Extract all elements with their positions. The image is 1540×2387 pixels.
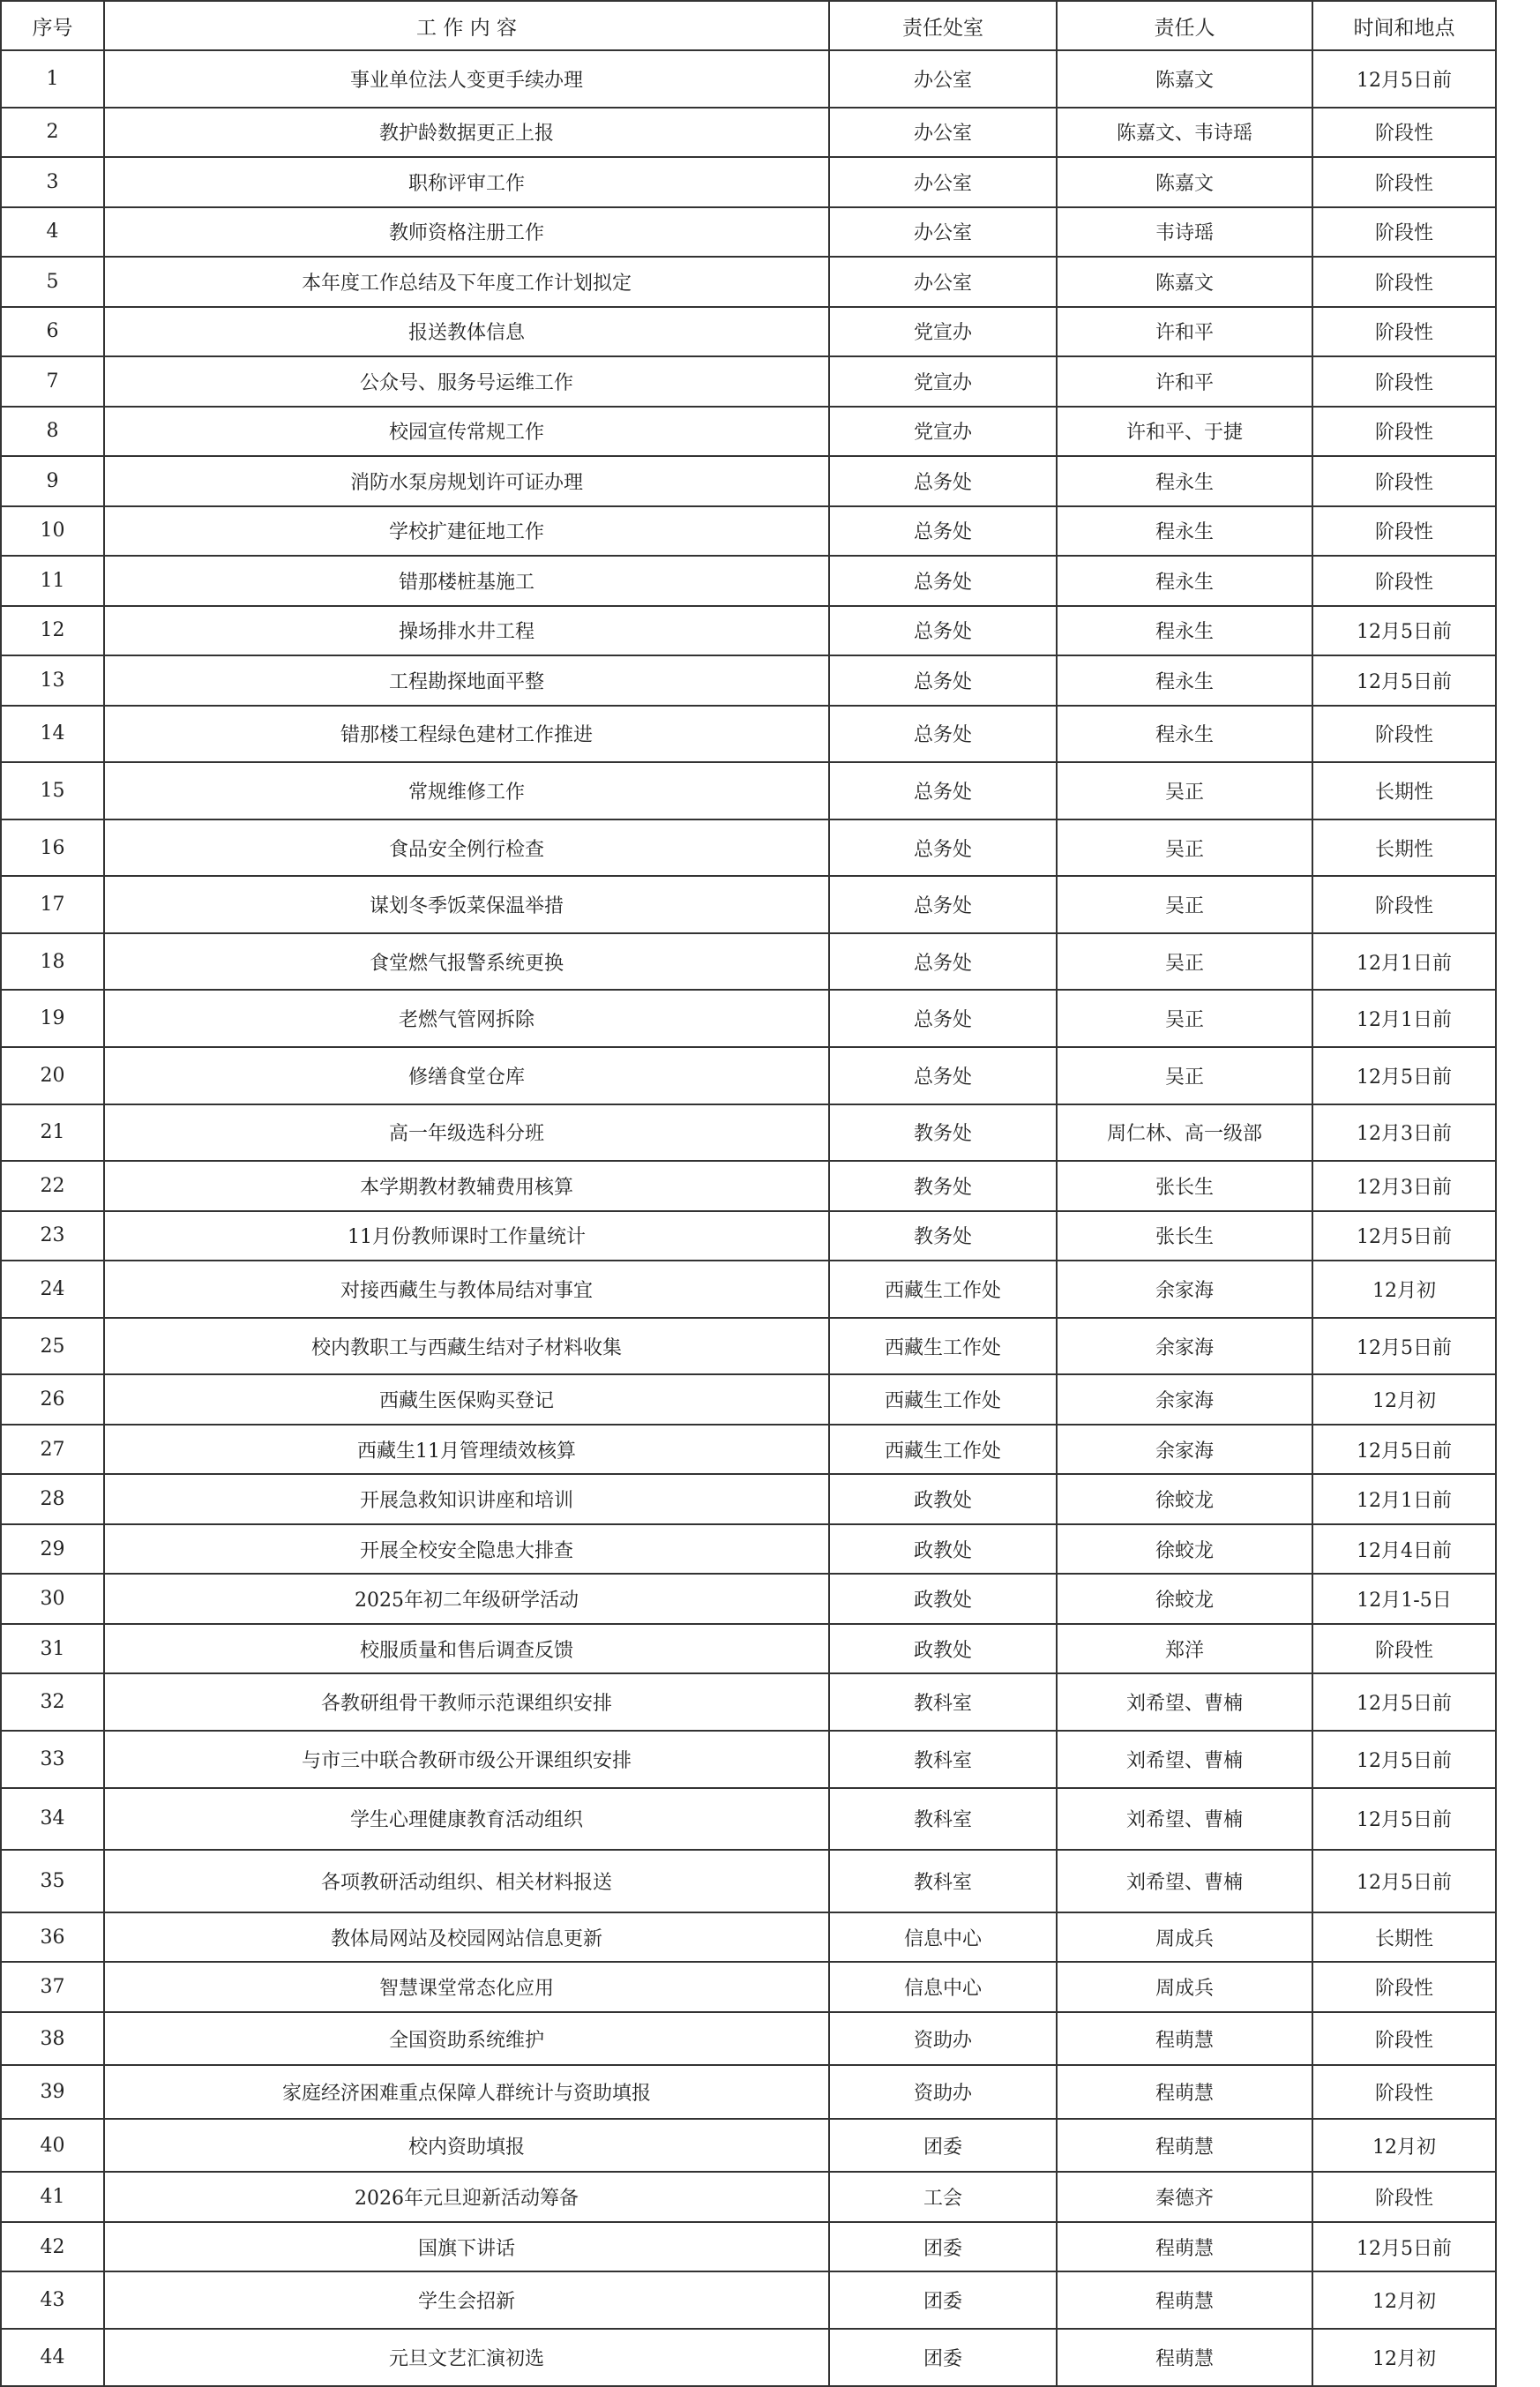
- cell-person: 许和平: [1057, 307, 1312, 357]
- table-row: [1, 2012, 1496, 2066]
- cell-seq: 15: [1, 762, 104, 819]
- cell-time: 12月1日前: [1312, 1474, 1496, 1524]
- cell-seq: 23: [1, 1211, 104, 1261]
- cell-time: 12月5日前: [1312, 1211, 1496, 1261]
- cell-person: 吴正: [1057, 990, 1312, 1047]
- cell-person: 张长生: [1057, 1211, 1312, 1261]
- cell-dept: 教务处: [829, 1104, 1057, 1162]
- table-row: [1, 456, 1496, 506]
- cell-content: 老燃气管网拆除: [104, 990, 829, 1047]
- cell-time: 阶段性: [1312, 2065, 1496, 2119]
- cell-content: 学生心理健康教育活动组织: [104, 1788, 829, 1851]
- cell-person: 陈嘉文: [1057, 257, 1312, 307]
- cell-content: 工程勘探地面平整: [104, 655, 829, 706]
- cell-content: 西藏生11月管理绩效核算: [104, 1425, 829, 1475]
- cell-seq: 26: [1, 1374, 104, 1425]
- table-row: [1, 556, 1496, 606]
- cell-seq: 9: [1, 456, 104, 506]
- cell-time: 12月5日前: [1312, 606, 1496, 656]
- cell-seq: 41: [1, 2172, 104, 2222]
- cell-seq: 27: [1, 1425, 104, 1475]
- cell-content: 11月份教师课时工作量统计: [104, 1211, 829, 1261]
- cell-time: 长期性: [1312, 819, 1496, 877]
- table-row: [1, 1318, 1496, 1375]
- cell-time: 阶段性: [1312, 207, 1496, 258]
- cell-seq: 8: [1, 407, 104, 457]
- table-row: [1, 933, 1496, 991]
- cell-dept: 总务处: [829, 819, 1057, 877]
- cell-dept: 办公室: [829, 257, 1057, 307]
- cell-content: 国旗下讲话: [104, 2222, 829, 2272]
- table-row: [1, 2119, 1496, 2173]
- cell-person: 程永生: [1057, 506, 1312, 557]
- table-row: [1, 1374, 1496, 1425]
- cell-seq: 19: [1, 990, 104, 1047]
- table-row: [1, 1211, 1496, 1261]
- cell-seq: 40: [1, 2119, 104, 2173]
- cell-time: 阶段性: [1312, 407, 1496, 457]
- cell-seq: 37: [1, 1962, 104, 2012]
- cell-time: 阶段性: [1312, 108, 1496, 158]
- cell-person: 周仁林、高一级部: [1057, 1104, 1312, 1162]
- cell-person: 刘希望、曹楠: [1057, 1788, 1312, 1851]
- cell-seq: 3: [1, 157, 104, 207]
- cell-seq: 1: [1, 50, 104, 108]
- cell-content: 错那楼工程绿色建材工作推进: [104, 706, 829, 763]
- cell-dept: 信息中心: [829, 1962, 1057, 2012]
- cell-time: 12月初: [1312, 1374, 1496, 1425]
- cell-seq: 18: [1, 933, 104, 991]
- cell-time: 阶段性: [1312, 506, 1496, 557]
- cell-time: 阶段性: [1312, 1962, 1496, 2012]
- cell-dept: 教务处: [829, 1211, 1057, 1261]
- cell-seq: 14: [1, 706, 104, 763]
- cell-seq: 31: [1, 1624, 104, 1674]
- cell-dept: 总务处: [829, 506, 1057, 557]
- cell-dept: 教科室: [829, 1850, 1057, 1912]
- table-row: [1, 2222, 1496, 2272]
- table-row: [1, 407, 1496, 457]
- cell-dept: 总务处: [829, 762, 1057, 819]
- cell-dept: 总务处: [829, 706, 1057, 763]
- table-row: [1, 1912, 1496, 1963]
- cell-seq: 21: [1, 1104, 104, 1162]
- cell-dept: 政教处: [829, 1574, 1057, 1624]
- cell-dept: 办公室: [829, 108, 1057, 158]
- cell-seq: 13: [1, 655, 104, 706]
- cell-dept: 政教处: [829, 1624, 1057, 1674]
- cell-person: 周成兵: [1057, 1912, 1312, 1963]
- table-row: [1, 1474, 1496, 1524]
- cell-seq: 6: [1, 307, 104, 357]
- cell-time: 12月初: [1312, 2119, 1496, 2173]
- cell-seq: 28: [1, 1474, 104, 1524]
- cell-time: 阶段性: [1312, 257, 1496, 307]
- cell-content: 教师资格注册工作: [104, 207, 829, 258]
- cell-seq: 44: [1, 2329, 104, 2386]
- cell-person: 许和平、于捷: [1057, 407, 1312, 457]
- table-row: [1, 1788, 1496, 1851]
- cell-seq: 10: [1, 506, 104, 557]
- cell-person: 程永生: [1057, 706, 1312, 763]
- cell-seq: 39: [1, 2065, 104, 2119]
- cell-content: 教护龄数据更正上报: [104, 108, 829, 158]
- table-body: [1, 50, 1496, 2386]
- cell-person: 程萌慧: [1057, 2119, 1312, 2173]
- cell-dept: 工会: [829, 2172, 1057, 2222]
- cell-seq: 36: [1, 1912, 104, 1963]
- cell-seq: 43: [1, 2271, 104, 2329]
- cell-seq: 30: [1, 1574, 104, 1624]
- cell-time: 12月5日前: [1312, 1788, 1496, 1851]
- cell-content: 学生会招新: [104, 2271, 829, 2329]
- cell-person: 吴正: [1057, 876, 1312, 933]
- cell-seq: 20: [1, 1047, 104, 1104]
- cell-time: 12月3日前: [1312, 1161, 1496, 1211]
- cell-person: 许和平: [1057, 356, 1312, 407]
- cell-seq: 7: [1, 356, 104, 407]
- cell-time: 长期性: [1312, 762, 1496, 819]
- cell-dept: 团委: [829, 2271, 1057, 2329]
- table-row: [1, 990, 1496, 1047]
- cell-dept: 政教处: [829, 1524, 1057, 1575]
- table-row: [1, 706, 1496, 763]
- cell-person: 程永生: [1057, 456, 1312, 506]
- cell-content: 全国资助系统维护: [104, 2012, 829, 2066]
- cell-person: 刘希望、曹楠: [1057, 1850, 1312, 1912]
- cell-content: 职称评审工作: [104, 157, 829, 207]
- cell-content: 智慧课堂常态化应用: [104, 1962, 829, 2012]
- cell-person: 程永生: [1057, 556, 1312, 606]
- cell-content: 报送教体信息: [104, 307, 829, 357]
- cell-person: 程萌慧: [1057, 2012, 1312, 2066]
- cell-time: 阶段性: [1312, 456, 1496, 506]
- cell-time: 阶段性: [1312, 556, 1496, 606]
- cell-person: 程萌慧: [1057, 2222, 1312, 2272]
- cell-time: 阶段性: [1312, 2012, 1496, 2066]
- cell-content: 高一年级选科分班: [104, 1104, 829, 1162]
- cell-person: 韦诗瑶: [1057, 207, 1312, 258]
- cell-content: 开展全校安全隐患大排查: [104, 1524, 829, 1575]
- cell-dept: 西藏生工作处: [829, 1261, 1057, 1318]
- cell-person: 刘希望、曹楠: [1057, 1673, 1312, 1731]
- cell-time: 12月5日前: [1312, 1850, 1496, 1912]
- cell-dept: 总务处: [829, 1047, 1057, 1104]
- cell-time: 阶段性: [1312, 2172, 1496, 2222]
- table-row: [1, 1624, 1496, 1674]
- cell-dept: 总务处: [829, 456, 1057, 506]
- cell-dept: 办公室: [829, 50, 1057, 108]
- cell-time: 长期性: [1312, 1912, 1496, 1963]
- cell-time: 12月1日前: [1312, 990, 1496, 1047]
- cell-time: 阶段性: [1312, 1624, 1496, 1674]
- cell-content: 各项教研活动组织、相关材料报送: [104, 1850, 829, 1912]
- cell-person: 吴正: [1057, 933, 1312, 991]
- cell-seq: 38: [1, 2012, 104, 2066]
- cell-content: 谋划冬季饭菜保温举措: [104, 876, 829, 933]
- cell-person: 程永生: [1057, 606, 1312, 656]
- header-seq: 序号: [1, 1, 104, 50]
- table-row: [1, 2065, 1496, 2119]
- cell-dept: 教科室: [829, 1673, 1057, 1731]
- table-row: [1, 1047, 1496, 1104]
- cell-time: 12月5日前: [1312, 1425, 1496, 1475]
- cell-seq: 5: [1, 257, 104, 307]
- cell-seq: 42: [1, 2222, 104, 2272]
- cell-content: 本年度工作总结及下年度工作计划拟定: [104, 257, 829, 307]
- cell-dept: 党宣办: [829, 356, 1057, 407]
- cell-dept: 教务处: [829, 1161, 1057, 1211]
- table-row: [1, 50, 1496, 108]
- cell-person: 程萌慧: [1057, 2271, 1312, 2329]
- cell-time: 12月初: [1312, 2329, 1496, 2386]
- cell-person: 陈嘉文: [1057, 157, 1312, 207]
- table-row: [1, 1161, 1496, 1211]
- table-row: [1, 1673, 1496, 1731]
- cell-person: 余家海: [1057, 1425, 1312, 1475]
- cell-person: 徐蛟龙: [1057, 1574, 1312, 1624]
- table-row: [1, 257, 1496, 307]
- cell-content: 学校扩建征地工作: [104, 506, 829, 557]
- cell-person: 郑洋: [1057, 1624, 1312, 1674]
- cell-person: 陈嘉文、韦诗瑶: [1057, 108, 1312, 158]
- cell-dept: 总务处: [829, 933, 1057, 991]
- cell-content: 西藏生医保购买登记: [104, 1374, 829, 1425]
- cell-content: 与市三中联合教研市级公开课组织安排: [104, 1731, 829, 1788]
- table-row: [1, 1261, 1496, 1318]
- cell-time: 12月3日前: [1312, 1104, 1496, 1162]
- cell-dept: 教科室: [829, 1788, 1057, 1851]
- cell-seq: 35: [1, 1850, 104, 1912]
- cell-content: 2025年初二年级研学活动: [104, 1574, 829, 1624]
- table-row: [1, 1731, 1496, 1788]
- cell-dept: 团委: [829, 2222, 1057, 2272]
- cell-time: 12月初: [1312, 1261, 1496, 1318]
- cell-seq: 29: [1, 1524, 104, 1575]
- header-person: 责任人: [1057, 1, 1312, 50]
- cell-seq: 24: [1, 1261, 104, 1318]
- cell-time: 阶段性: [1312, 307, 1496, 357]
- cell-person: 余家海: [1057, 1318, 1312, 1375]
- cell-dept: 总务处: [829, 990, 1057, 1047]
- cell-content: 食堂燃气报警系统更换: [104, 933, 829, 991]
- cell-person: 程萌慧: [1057, 2329, 1312, 2386]
- cell-person: 程永生: [1057, 655, 1312, 706]
- cell-time: 阶段性: [1312, 706, 1496, 763]
- cell-seq: 17: [1, 876, 104, 933]
- cell-dept: 团委: [829, 2329, 1057, 2386]
- cell-person: 吴正: [1057, 762, 1312, 819]
- table-row: [1, 506, 1496, 557]
- cell-dept: 资助办: [829, 2012, 1057, 2066]
- cell-dept: 资助办: [829, 2065, 1057, 2119]
- cell-person: 陈嘉文: [1057, 50, 1312, 108]
- cell-content: 本学期教材教辅费用核算: [104, 1161, 829, 1211]
- cell-time: 12月初: [1312, 2271, 1496, 2329]
- cell-person: 刘希望、曹楠: [1057, 1731, 1312, 1788]
- cell-dept: 教科室: [829, 1731, 1057, 1788]
- cell-dept: 总务处: [829, 606, 1057, 656]
- cell-dept: 党宣办: [829, 307, 1057, 357]
- cell-content: 操场排水井工程: [104, 606, 829, 656]
- table-row: [1, 762, 1496, 819]
- cell-dept: 西藏生工作处: [829, 1374, 1057, 1425]
- cell-time: 12月5日前: [1312, 655, 1496, 706]
- table-row: [1, 356, 1496, 407]
- cell-dept: 信息中心: [829, 1912, 1057, 1963]
- cell-content: 家庭经济困难重点保障人群统计与资助填报: [104, 2065, 829, 2119]
- cell-dept: 党宣办: [829, 407, 1057, 457]
- cell-seq: 4: [1, 207, 104, 258]
- table-row: [1, 2329, 1496, 2386]
- table-row: [1, 876, 1496, 933]
- cell-seq: 2: [1, 108, 104, 158]
- header-time: 时间和地点: [1312, 1, 1496, 50]
- cell-dept: 西藏生工作处: [829, 1425, 1057, 1475]
- cell-person: 张长生: [1057, 1161, 1312, 1211]
- cell-time: 12月5日前: [1312, 1731, 1496, 1788]
- cell-dept: 政教处: [829, 1474, 1057, 1524]
- cell-time: 12月1-5日: [1312, 1574, 1496, 1624]
- cell-content: 对接西藏生与教体局结对事宜: [104, 1261, 829, 1318]
- table-row: [1, 655, 1496, 706]
- cell-time: 阶段性: [1312, 876, 1496, 933]
- cell-time: 12月5日前: [1312, 50, 1496, 108]
- table-row: [1, 2271, 1496, 2329]
- cell-time: 12月5日前: [1312, 1047, 1496, 1104]
- cell-seq: 16: [1, 819, 104, 877]
- cell-content: 事业单位法人变更手续办理: [104, 50, 829, 108]
- cell-content: 修缮食堂仓库: [104, 1047, 829, 1104]
- table-row: [1, 1962, 1496, 2012]
- cell-person: 吴正: [1057, 1047, 1312, 1104]
- cell-content: 错那楼桩基施工: [104, 556, 829, 606]
- cell-dept: 总务处: [829, 876, 1057, 933]
- cell-person: 吴正: [1057, 819, 1312, 877]
- table-row: [1, 819, 1496, 877]
- table-row: [1, 1425, 1496, 1475]
- cell-content: 元旦文艺汇演初选: [104, 2329, 829, 2386]
- cell-person: 余家海: [1057, 1261, 1312, 1318]
- header-content: 工 作 内 容: [104, 1, 829, 50]
- table-row: [1, 606, 1496, 656]
- table-row: [1, 1104, 1496, 1162]
- cell-time: 12月5日前: [1312, 1318, 1496, 1375]
- cell-content: 教体局网站及校园网站信息更新: [104, 1912, 829, 1963]
- cell-person: 秦德齐: [1057, 2172, 1312, 2222]
- cell-time: 12月5日前: [1312, 2222, 1496, 2272]
- cell-seq: 12: [1, 606, 104, 656]
- cell-person: 徐蛟龙: [1057, 1474, 1312, 1524]
- cell-dept: 总务处: [829, 655, 1057, 706]
- header-dept: 责任处室: [829, 1, 1057, 50]
- cell-content: 校服质量和售后调查反馈: [104, 1624, 829, 1674]
- cell-person: 程萌慧: [1057, 2065, 1312, 2119]
- cell-seq: 32: [1, 1673, 104, 1731]
- cell-content: 食品安全例行检查: [104, 819, 829, 877]
- cell-time: 阶段性: [1312, 356, 1496, 407]
- cell-dept: 办公室: [829, 157, 1057, 207]
- cell-time: 12月5日前: [1312, 1673, 1496, 1731]
- cell-dept: 总务处: [829, 556, 1057, 606]
- cell-content: 消防水泵房规划许可证办理: [104, 456, 829, 506]
- table-row: [1, 1850, 1496, 1912]
- cell-seq: 33: [1, 1731, 104, 1788]
- table-row: [1, 157, 1496, 207]
- cell-content: 校内教职工与西藏生结对子材料收集: [104, 1318, 829, 1375]
- cell-time: 阶段性: [1312, 157, 1496, 207]
- table-row: [1, 307, 1496, 357]
- cell-dept: 团委: [829, 2119, 1057, 2173]
- table-row: [1, 207, 1496, 258]
- cell-content: 校园宣传常规工作: [104, 407, 829, 457]
- cell-person: 徐蛟龙: [1057, 1524, 1312, 1575]
- cell-seq: 22: [1, 1161, 104, 1211]
- table-row: [1, 108, 1496, 158]
- table-row: [1, 1524, 1496, 1575]
- header-row: [1, 1, 1496, 50]
- cell-dept: 西藏生工作处: [829, 1318, 1057, 1375]
- cell-seq: 11: [1, 556, 104, 606]
- cell-content: 公众号、服务号运维工作: [104, 356, 829, 407]
- cell-time: 12月1日前: [1312, 933, 1496, 991]
- cell-seq: 34: [1, 1788, 104, 1851]
- cell-time: 12月4日前: [1312, 1524, 1496, 1575]
- table-row: [1, 2172, 1496, 2222]
- table-row: [1, 1574, 1496, 1624]
- cell-content: 各教研组骨干教师示范课组织安排: [104, 1673, 829, 1731]
- cell-content: 常规维修工作: [104, 762, 829, 819]
- cell-content: 2026年元旦迎新活动筹备: [104, 2172, 829, 2222]
- cell-dept: 办公室: [829, 207, 1057, 258]
- cell-seq: 25: [1, 1318, 104, 1375]
- cell-content: 校内资助填报: [104, 2119, 829, 2173]
- cell-content: 开展急救知识讲座和培训: [104, 1474, 829, 1524]
- cell-person: 余家海: [1057, 1374, 1312, 1425]
- cell-person: 周成兵: [1057, 1962, 1312, 2012]
